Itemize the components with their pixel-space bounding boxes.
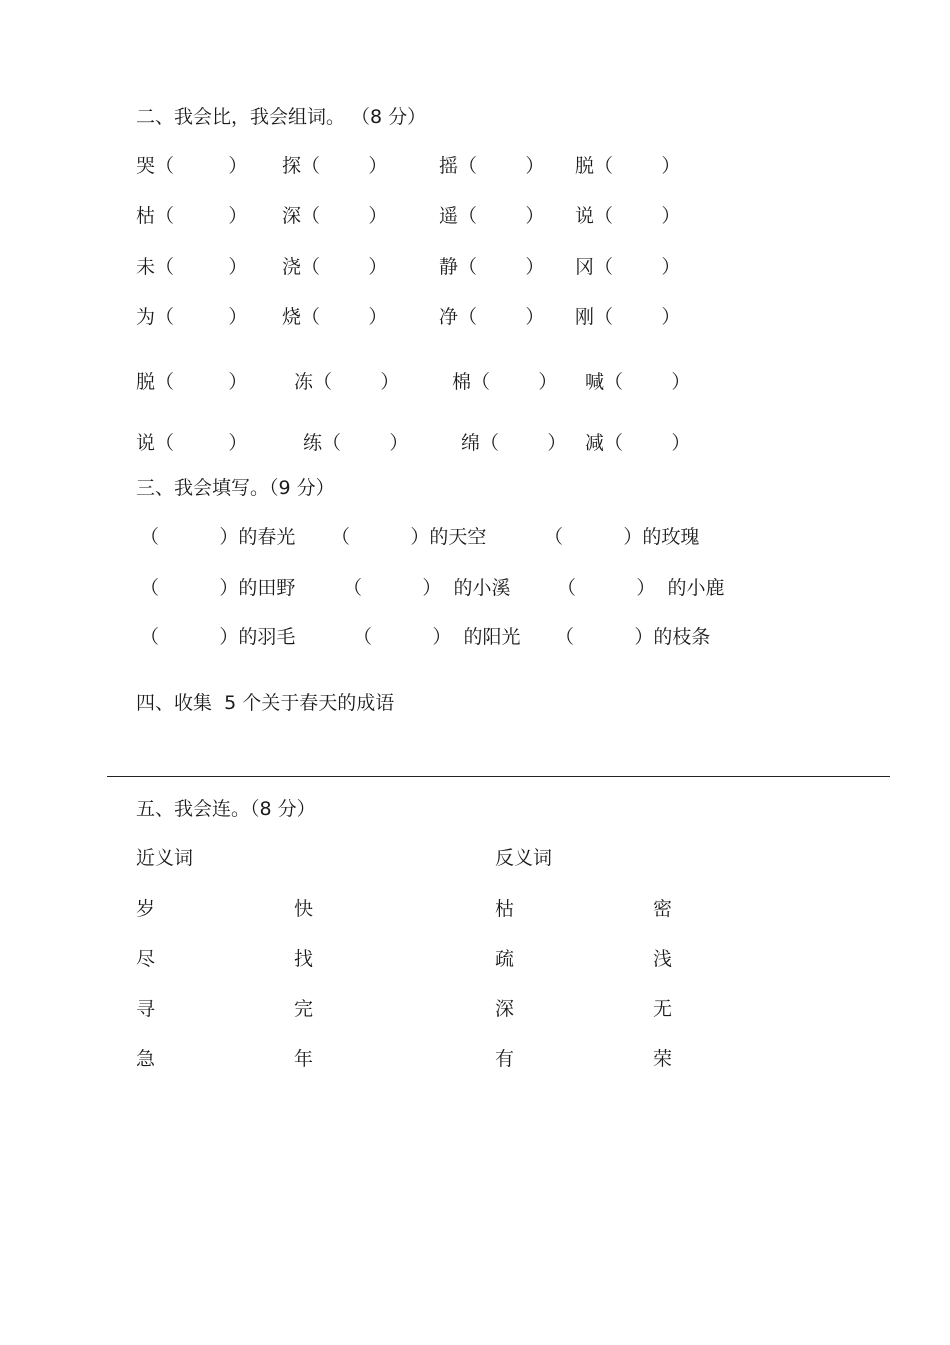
word-cell: 脱（ ） [575, 155, 681, 177]
match-word: 荣 [653, 1048, 673, 1070]
fill-phrase: （ ）的春光 [140, 526, 296, 548]
word-cell: 静（ ） [439, 256, 545, 278]
word-cell: 深（ ） [282, 205, 388, 227]
section-3-title: 三、我会填写。（9 分） [136, 477, 335, 499]
word-cell: 绵（ ） [461, 432, 567, 454]
word-cell: 未（ ） [136, 256, 248, 278]
match-word: 年 [294, 1048, 314, 1070]
fill-phrase: （ ）的玫瑰 [544, 526, 700, 548]
word-cell: 脱（ ） [136, 371, 248, 393]
match-word: 枯 [495, 898, 515, 920]
section-2-title: 二、我会比，我会组词。 （8 分） [136, 106, 427, 128]
match-word: 急 [136, 1048, 156, 1070]
match-word: 岁 [136, 898, 156, 920]
word-cell: 练（ ） [303, 432, 409, 454]
match-word: 深 [495, 998, 515, 1020]
section-4-title: 四、收集 5 个关于春天的成语 [136, 692, 395, 714]
fill-phrase: （ ） 的小溪 [343, 577, 511, 599]
word-cell: 刚（ ） [575, 306, 681, 328]
match-word: 密 [653, 898, 673, 920]
word-cell: 棉（ ） [452, 371, 558, 393]
word-cell: 说（ ） [575, 205, 681, 227]
word-cell: 遥（ ） [439, 205, 545, 227]
fill-phrase: （ ） 的小鹿 [557, 577, 725, 599]
word-cell: 哭（ ） [136, 155, 248, 177]
word-cell: 减（ ） [585, 432, 691, 454]
match-word: 尽 [136, 948, 156, 970]
synonym-label: 近义词 [136, 847, 194, 869]
match-word: 完 [294, 998, 314, 1020]
fill-phrase: （ ）的枝条 [555, 626, 711, 648]
word-cell: 枯（ ） [136, 205, 248, 227]
match-word: 寻 [136, 998, 156, 1020]
word-cell: 探（ ） [282, 155, 388, 177]
match-word: 浅 [653, 948, 673, 970]
match-word: 有 [495, 1048, 515, 1070]
word-cell: 烧（ ） [282, 306, 388, 328]
word-cell: 摇（ ） [439, 155, 545, 177]
section-5-title: 五、我会连。（8 分） [136, 798, 316, 820]
match-word: 无 [653, 998, 673, 1020]
fill-phrase: （ ）的羽毛 [140, 626, 296, 648]
match-word: 找 [294, 948, 314, 970]
answer-line [107, 776, 890, 777]
word-cell: 冻（ ） [294, 371, 400, 393]
match-word: 疏 [495, 948, 515, 970]
fill-phrase: （ ）的天空 [331, 526, 487, 548]
match-word: 快 [294, 898, 314, 920]
fill-phrase: （ ）的田野 [140, 577, 296, 599]
word-cell: 冈（ ） [575, 256, 681, 278]
word-cell: 喊（ ） [585, 371, 691, 393]
word-cell: 为（ ） [136, 306, 248, 328]
word-cell: 说（ ） [136, 432, 248, 454]
word-cell: 浇（ ） [282, 256, 388, 278]
antonym-label: 反义词 [495, 847, 553, 869]
word-cell: 净（ ） [439, 306, 545, 328]
fill-phrase: （ ） 的阳光 [353, 626, 521, 648]
